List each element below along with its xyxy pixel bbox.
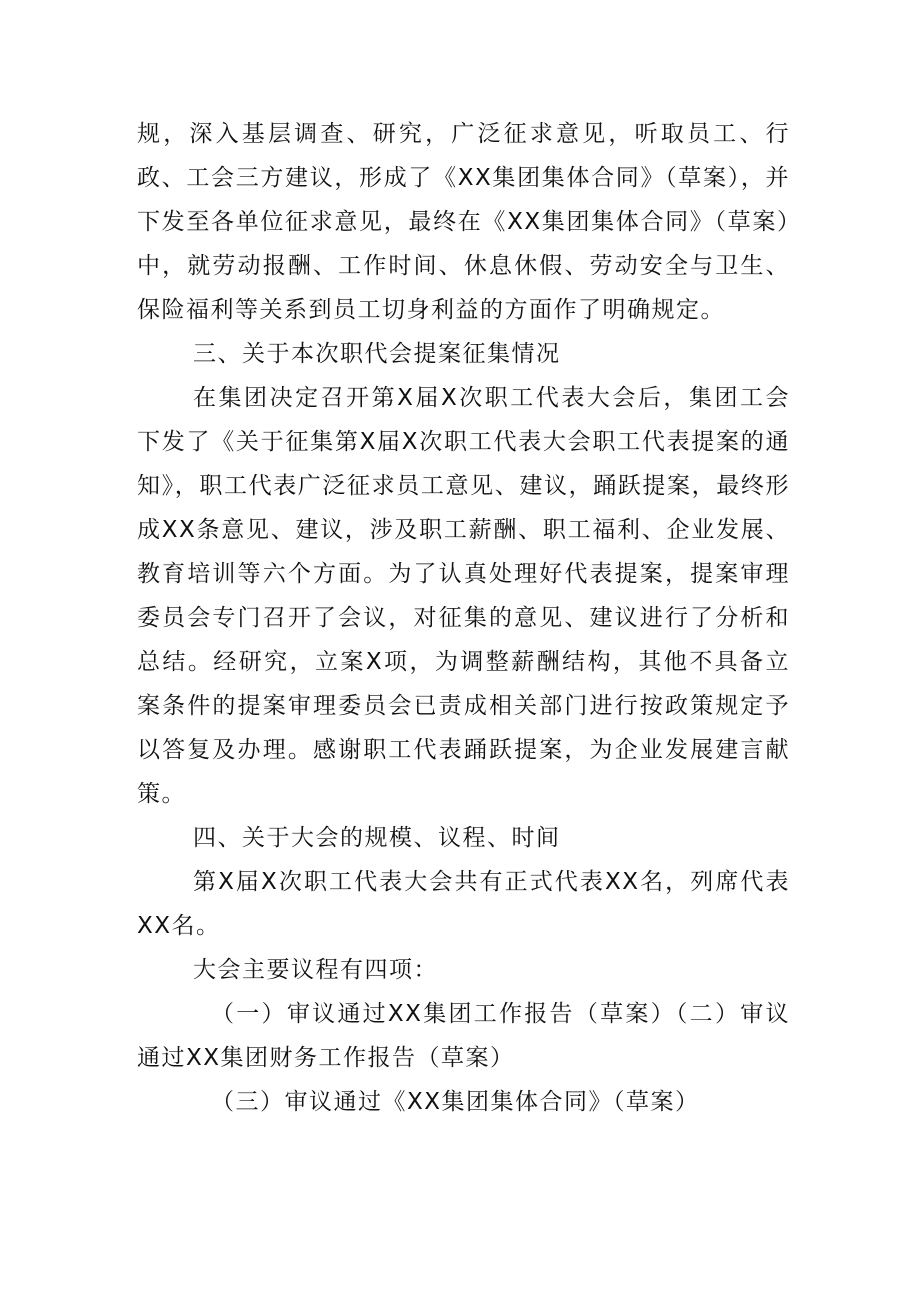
section-heading-proposals: 三、关于本次职代会提案征集情况 [193,341,561,367]
paragraph-agenda-intro: 大会主要议程有四项： [193,957,438,983]
section-heading-agenda: 四、关于大会的规模、议程、时间 [193,825,561,851]
paragraph-delegates: 第X届X次职工代表大会共有正式代表XX名，列席代表XX名。 [137,869,790,939]
document-body [137,112,790,1124]
paragraph-proposals: 在集团决定召开第X届X次职工代表大会后，集团工会下发了《关于征集第X届X次职工代表大会职工代表提案的通知》，职工代表广泛征求员工意见、建议，踊跃提案，最终形成XX条意见、建议，涉及职工薪酬、职工福利、企业发展、教育培训等六个方面。为了认真处理好代表提案，提案审理委员会专门召开了会议，对征集的意见、建议进行了分析和总结。经研究，立案X项，为调整薪酬结构，其他不具备立案条件的提案审理委员会已责成相关部门进行按政策规定予以答复及办理。感谢职工代表踊跃提案，为企业发展建言献策。 [137,385,790,807]
paragraph-collective-contract: 规，深入基层调查、研究，广泛征求意见，听取员工、行政、工会三方建议，形成了《XX集团集体合同》（草案），并下发至各单位征求意见，最终在《XX集团集体合同》（草案）中，就劳动报酬、工作时间、休息休假、劳动安全与卫生、保险福利等关系到员工切身利益的方面作了明确规定。 [137,121,790,323]
agenda-item-3: （三）审议通过《XX集团集体合同》（草案） [211,1089,700,1115]
agenda-items-1-2: （一）审议通过XX集团工作报告（草案）（二）审议通过XX集团财务工作报告（草案） [137,1001,790,1071]
